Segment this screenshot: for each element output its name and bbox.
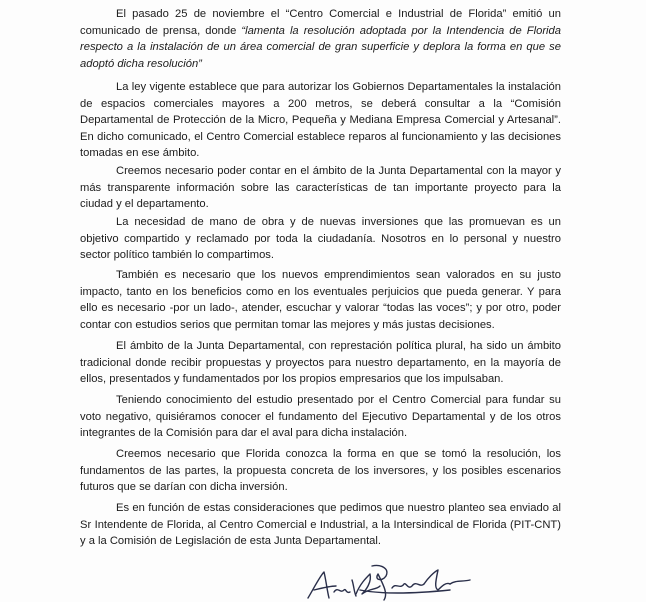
paragraph-1 [80,6,561,72]
paragraph-3 [80,163,561,213]
paragraph-7 [80,392,561,442]
paragraph-6 [80,338,561,388]
handwritten-signature-icon [300,560,480,602]
paragraph-1-text: El pasado 25 de noviembre el “Centro Comercial e Industrial de Florida” emitió un comunicado de prensa, donde [80,8,561,37]
paragraph-3-text: Creemos necesario poder contar en el ámbito de la Junta Departamental con la mayor y más transparente información sobre las características de tan importante proyecto para la ciudad y el departamento. [80,165,561,211]
paragraph-2 [80,79,561,162]
paragraph-5 [80,267,561,333]
paragraph-9 [80,500,561,550]
paragraph-4 [80,214,561,264]
paragraph-8-text: Creemos necesario que Florida conozca la forma en que se tomó la resolución, los fundamentos de las partes, la propuesta concreta de los inversores, y los posibles escenarios futuros que se darían con dicha inversión. [80,448,561,494]
paragraph-4-text: La necesidad de mano de obra y de nuevas inversiones que las promuevan es un objetivo compartido y reclamado por toda la ciudadanía. Nosotros en lo personal y nuestro sector político también lo compartimos. [80,216,561,262]
paragraph-6-text: El ámbito de la Junta Departamental, con represtación política plural, ha sido un ámbito tradicional donde recibir propuestas y proyectos para nuestro departamento, en la mayoría de ellos, presentados y fundamentados por los propios empresarios que los impulsaban. [80,340,561,386]
paragraph-7-text: Teniendo conocimiento del estudio presentado por el Centro Comercial para fundar su voto negativo, quisiéramos conocer el fundamento del Ejecutivo Departamental y de los otros integrantes de la Comisión para dar el aval para dicha instalación. [80,394,561,440]
paragraph-2-text: La ley vigente establece que para autorizar los Gobiernos Departamentales la instalación de espacios comerciales mayores a 200 metros, se deberá consultar a la “Comisión Departamental de Protección de la Micro, Pequeña y Mediana Empresa Comercial y Artesanal”. En dicho comunicado, el Centro Comercial establece reparos al funcionamiento y las decisiones tomadas en ese ámbito. [80,81,561,160]
paragraph-5-text: También es necesario que los nuevos emprendimientos sean valorados en su justo impacto, tanto en los beneficios como en los eventuales perjuicios que pueda generar. Y para ello es necesario -por un lado-, atender, escuchar y valorar “todas las voces”; y por otro, poder contar con estudios serios que permitan tomar las mejores y más justas decisiones. [80,269,561,331]
paragraph-8 [80,446,561,496]
paragraph-9-text: Es en función de estas consideraciones que pedimos que nuestro planteo sea enviado al Sr Intendente de Florida, al Centro Comercial e Industrial, a la Intersindical de Florida (PIT-CNT) y a la Comisión de Legislación de esta Junta Departamental. [80,502,561,548]
paragraph-1-quote: “lamenta la resolución adoptada por la Intendencia de Florida respecto a la instalación de un área comercial de gran superficie y deplora la forma en que se adoptó dicha resolución” [80,24,561,70]
